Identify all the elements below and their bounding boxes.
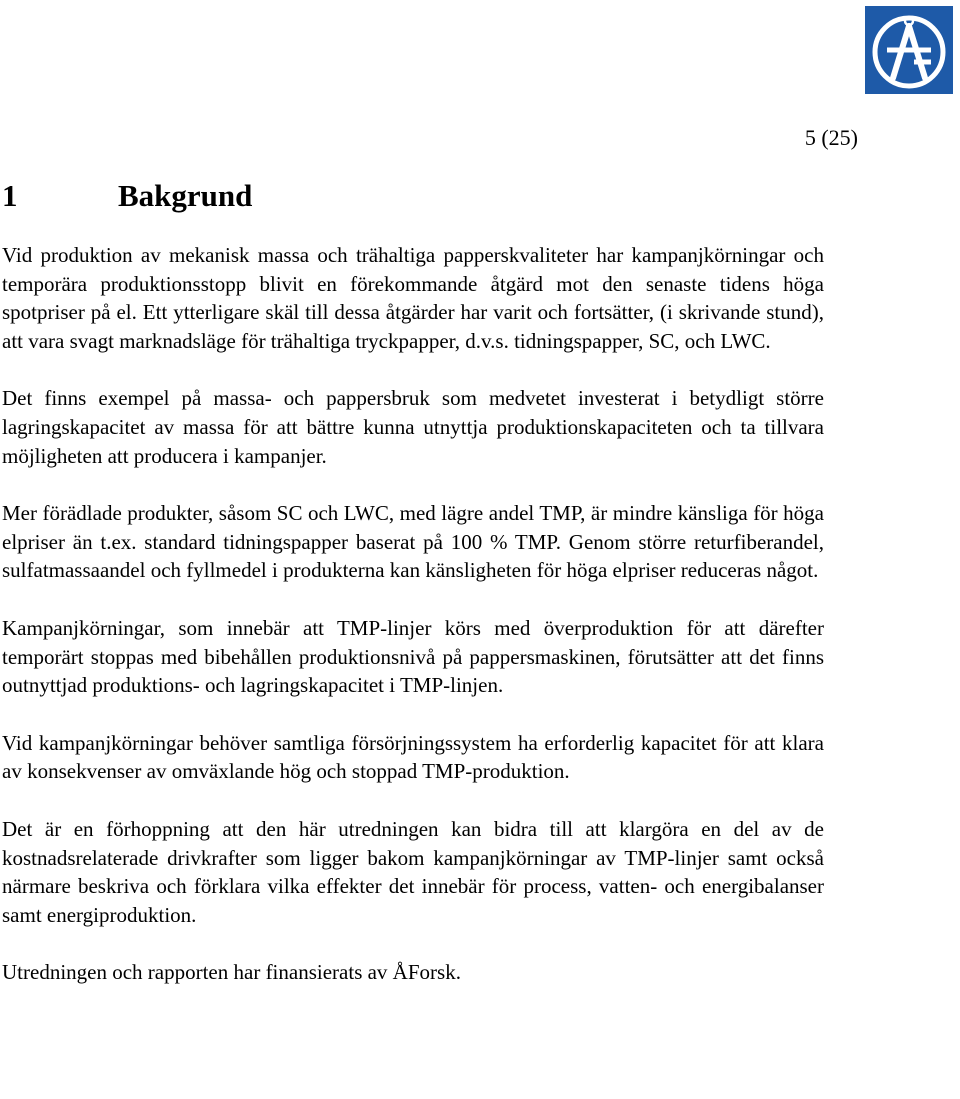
- paragraph: Mer förädlade produkter, såsom SC och LWC, med lägre andel TMP, är mindre känsliga för höga elpriser än t.ex. standard tidningspapper baserat på 100 % TMP. Genom större returfiberandel, sulfatmassaandel och fyllmedel i produkterna kan känsligheten för höga elpriser reduceras något.: [2, 501, 824, 583]
- body-text: [2, 241, 824, 987]
- page-number: 5 (25): [804, 125, 858, 150]
- aaforsk-logo: [865, 6, 953, 94]
- section-heading: [2, 176, 252, 216]
- paragraph: Utredningen och rapporten har finansierats av ÅForsk.: [2, 960, 461, 985]
- paragraph: Kampanjkörningar, som innebär att TMP-linjer körs med överproduktion för att därefter temporärt stoppas med bibehållen produktionsnivå på pappersmaskinen, förutsätter att det finns outnyttjad produktions- och lagringskapacitet i TMP-linjen.: [2, 615, 824, 698]
- paragraph: Vid kampanjkörningar behöver samtliga försörjningssystem ha erforderlig kapacitet för att klara av konsekvenser av omväxlande hög och stoppad TMP-produktion.: [2, 730, 824, 784]
- section-number: 1: [2, 178, 18, 213]
- aaforsk-logo-icon: [865, 6, 953, 94]
- paragraph: Det finns exempel på massa- och pappersbruk som medvetet investerat i betydligt större lagringskapacitet av massa för att bättre kunna utnyttja produktionskapaciteten och ta tillvara möjligheten att producera i kampanjer.: [2, 386, 824, 468]
- section-title: Bakgrund: [118, 178, 253, 213]
- paragraph: Vid produktion av mekanisk massa och trähaltiga papperskvaliteter har kampanjkörningar och temporära produktionsstopp blivit en förekommande åtgärd mot den senaste tidens höga spotpriser på el. Ett ytterligare skäl till dessa åtgärder har varit och fortsätter, (i skrivande stund), att vara svagt marknadsläge för trähaltiga tryckpapper, d.v.s. tidningspapper, SC, och LWC.: [2, 243, 824, 353]
- paragraph: Det är en förhoppning att den här utredningen kan bidra till att klargöra en del av de kostnadsrelaterade drivkrafter som ligger bakom kampanjkörningar av TMP-linjer samt också närmare beskriva och förklara vilka effekter det innebär för process, vatten- och energibalanser samt energiproduktion.: [2, 816, 824, 927]
